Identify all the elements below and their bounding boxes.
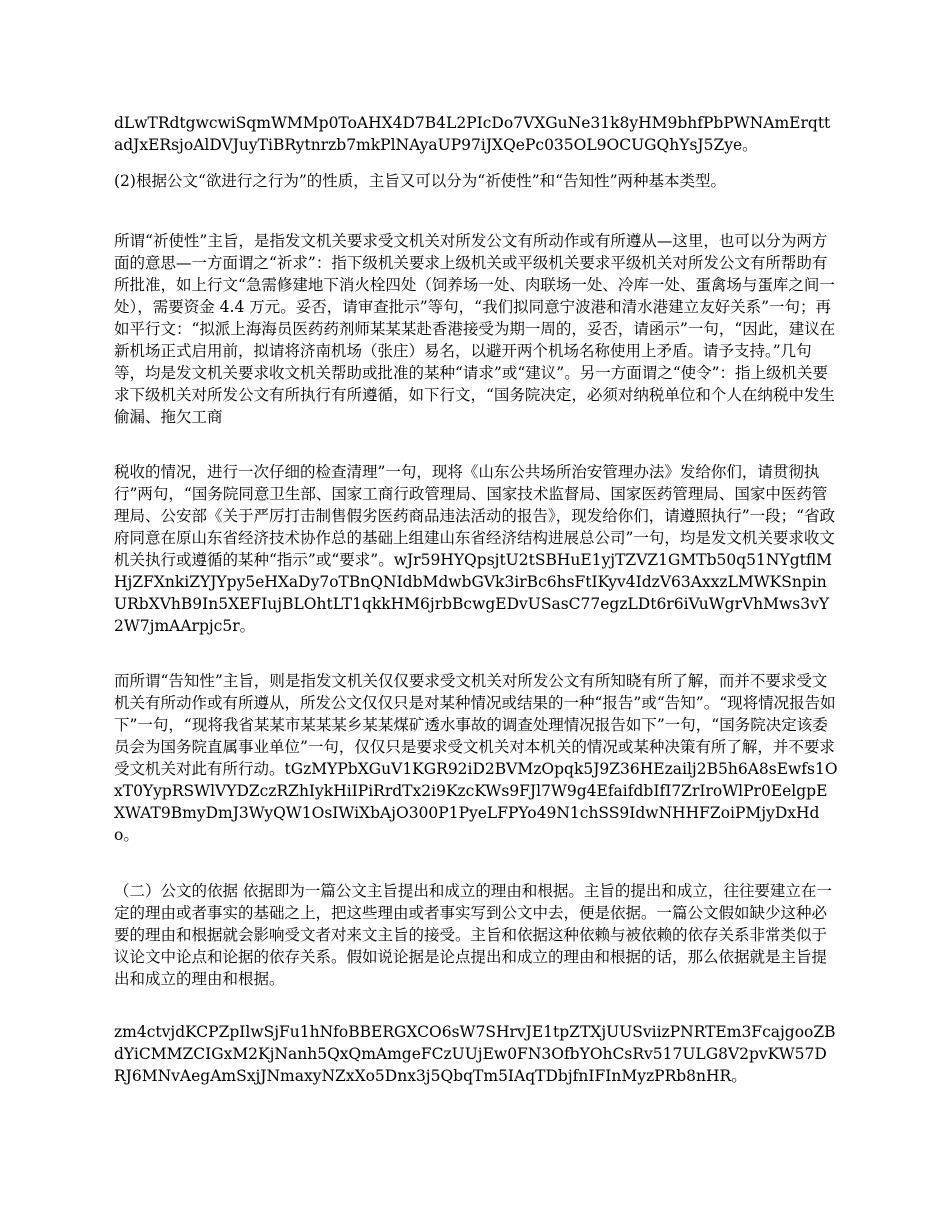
paragraph-tax-inspection: 税收的情况，进行一次仔细的检查清理”一句，现将《山东公共场所治安管理办法》发给你们，请贯彻执行”两句，“国务院同意卫生部、国家工商行政管理局、国家技术监督局、国家医药管理局、国家中医药管理局、公安部《关于严厉打击制售假劣医药商品违法活动的报告》，现发给你们，请遵照执行”一段；“省政府同意在原山东省经济技术协作总的基础上组建山东省经济结构进展总公司”一句，均是发文机关要求收文机关执行或遵循的某种“指示”或“要求”。wJr59HYQpsjtU2tSBHuE1yjTZVZ1GMTb50q51NYgtflMHjZFXnkiZYJYpy5eHXaDy7oTBnQNIdbMdwbGVk3irBc6hsFtIKyv4IdzV63AxxzLMWKSnpinURbXVhB9In5XEFIujBLOhtLT1qkkHM6jrbBcwgEDvUSasC77egzLDt6r6iVuWgrVhMws3vY2W7jmAArpjc5r。 — [114, 463, 836, 635]
paragraph-random-code-1: dLwTRdtgwcwiSqmWMMp0ToAHX4D7B4L2PIcDo7VXGuNe31k8yHM9bhfPbPWNAmErqttadJxERsjoAlDVJuyTiBRytnrzb7mkPlNAyaUP97iJXQePc035OL9OCUGQhYsJ5Zye。 — [114, 114, 831, 154]
paragraph-purpose-types: (2)根据公文“欲进行之行为”的性质，主旨又可以分为“祈使性”和“告知性”两种基本类型。 — [114, 172, 727, 190]
paragraph-imperative-purpose: 所谓“祈使性”主旨，是指发文机关要求受文机关对所发公文有所动作或有所遵从—这里，也可以分为两方面的意思—一方面谓之“祈求”：指下级机关要求上级机关或平级机关要求平级机关对所发公文有所帮助有所批准，如上行文“急需修建地下消火栓四处（饲养场一处、肉联场一处、冷库一处、蛋禽场与蛋库之间一处），需要资金 4.4 万元。妥否，请审查批示”等句，“我们拟同意宁波港和清水港建立友好关系”一句；再如平行文：“拟派上海海员医药药剂师某某某赴香港接受为期一周的，妥否，请函示”一句，“因此，建议在新机场正式启用前，拟请将济南机场（张庄）易名，以避开两个机场名称使用上矛盾。请予支持。”几句等，均是发文机关要求收文机关帮助或批准的某种“请求”或“建议”。另一方面谓之“使令”：指上级机关要求下级机关对所发公文有所执行有所遵循，如下行文，“国务院决定，必须对纳税单位和个人在纳税中发生偷漏、拖欠工商 — [114, 232, 836, 426]
paragraph-document-basis: （二）公文的依据 依据即为一篇公文主旨提出和成立的理由和根据。主旨的提出和成立，往往要建立在一定的理由或者事实的基础之上，把这些理由或者事实写到公文中去，便是依据。一篇公文假如缺少这种必要的理由和根据就会影响受文者对来文主旨的接受。主旨和依据这种依赖与被依赖的依存关系非常类似于议论文中论点和论据的依存关系。假如说论据是论点提出和成立的理由和根据的话，那么依据就是主旨提出和成立的理由和根据。 — [114, 882, 832, 988]
paragraph-random-code-2: zm4ctvjdKCPZpIlwSjFu1hNfoBBERGXCO6sW7SHrvJE1tpZTXjUUSviizPNRTEm3FcajgooZBdYiCMMZCIGxM2KjNanh5QxQmAmgeFCzUUjEw0FN3OfbYOhCsRv517ULG8V2pvKW57DRJ6MNvAegAmSxjJNmaxyNZxXo5Dnx3j5QbqTm5IAqTDbjfnIFInMyzPRb8nHR。 — [114, 1023, 836, 1085]
paragraph-informative-purpose: 而所谓“告知性”主旨，则是指发文机关仅仅要求受文机关对所发公文有所知晓有所了解，而并不要求受文机关有所动作或有所遵从，所发公文仅仅只是对某种情况或结果的一种“报告”或“告知”。“现将情况报告如下”一句，“现将我省某某市某某某乡某某煤矿透水事故的调查处理情况报告如下”一句，“国务院决定该委员会为国务院直属事业单位”一句，仅仅只是要求受文机关对本机关的情况或某种决策有所了解，并不要求受文机关对此有所行动。tGzMYPbXGuV1KGR92iD2BVMzOpqk5J9Z36HEzailj2B5h6A8sEwfs1OxT0YypRSWlVYDZczRZhIykHiIPiRrdTx2i9KzcKWs9FJl7W9g4EfaifdbIfI7ZrIroWlPr0EelgpEXWAT9BmyDmJ3WyQW1OsIWiXbAjO300P1PyeLFPYo49N1chSS9IdwNHHFZoiPMjyDxHdo。 — [114, 672, 838, 844]
